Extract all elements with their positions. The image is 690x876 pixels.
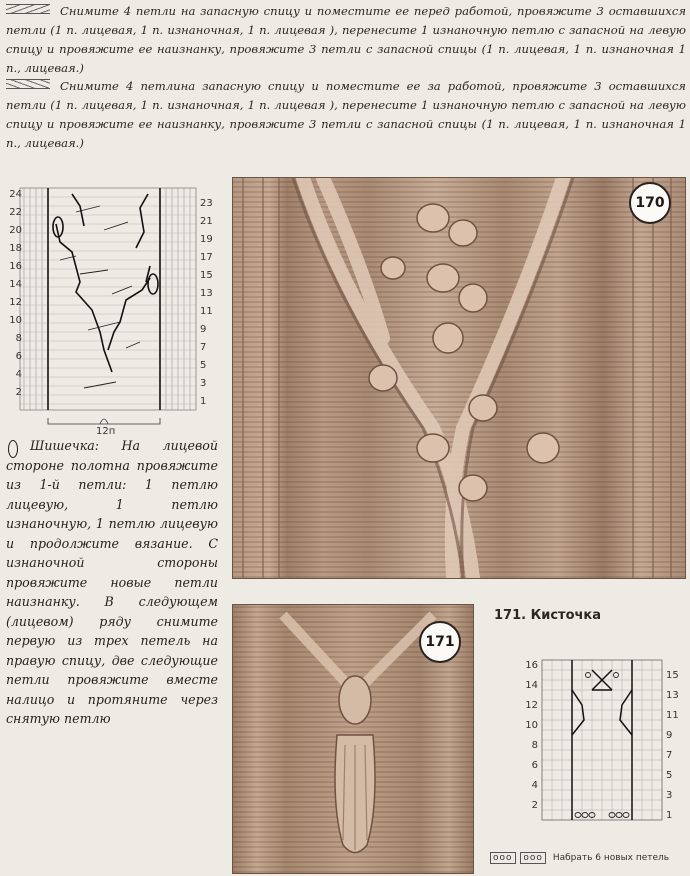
row-number: 19 bbox=[200, 234, 213, 245]
chart-170-grid bbox=[0, 182, 225, 442]
row-number: 10 bbox=[525, 720, 538, 731]
chart-171-right-row-numbers bbox=[666, 666, 688, 826]
row-number: 24 bbox=[9, 189, 22, 200]
row-number: 7 bbox=[200, 342, 207, 353]
row-number: 16 bbox=[525, 660, 538, 671]
row-number: 2 bbox=[15, 387, 22, 398]
row-number: 3 bbox=[200, 378, 207, 389]
row-number: 4 bbox=[531, 780, 538, 791]
instruction-text-2: Снимите 4 петлина запасную спицу и поместите ее за работой, провяжите 3 оставшихся петли (1 п. лицевая, 1 п. изнаночная, 1 п. лицевая ), перенесите 1 изнаночную петлю с запасной на левую спицу и провяжите ее наизнанку, провяжите 3 петли с запасной спицы (1 п. лицевая, 1 п. изнаночная 1 п., лицевая.) bbox=[6, 79, 686, 150]
chart-170 bbox=[0, 182, 225, 442]
row-number: 8 bbox=[531, 740, 538, 751]
row-number: 12 bbox=[525, 700, 538, 711]
pattern-171-title: 171. Кисточка bbox=[494, 608, 602, 623]
chart-171-legend bbox=[490, 852, 686, 864]
bobble-instructions bbox=[6, 436, 218, 729]
chart-170-right-row-numbers bbox=[200, 195, 220, 411]
row-number: 6 bbox=[15, 351, 22, 362]
chart-171-left-row-numbers bbox=[514, 656, 538, 816]
instruction-paragraph-1 bbox=[6, 2, 686, 78]
row-number: 13 bbox=[666, 690, 679, 701]
row-number: 1 bbox=[200, 396, 207, 407]
repeat-label: 12п bbox=[96, 426, 116, 437]
row-number: 3 bbox=[666, 790, 673, 801]
row-number: 1 bbox=[666, 810, 673, 821]
cast-on-symbol-icon-2: ooo bbox=[520, 852, 546, 864]
cable-pattern-170 bbox=[233, 178, 685, 578]
cast-on-symbol-icon: ooo bbox=[490, 852, 516, 864]
row-number: 13 bbox=[200, 288, 213, 299]
row-number: 9 bbox=[666, 730, 673, 741]
right-cross-symbol-icon bbox=[6, 79, 50, 89]
row-number: 21 bbox=[200, 216, 213, 227]
row-number: 5 bbox=[200, 360, 207, 371]
instruction-paragraph-2 bbox=[6, 77, 686, 153]
legend-text: Набрать 6 новых петель bbox=[552, 853, 670, 863]
pattern-number-badge-171: 171 bbox=[419, 621, 461, 663]
left-cross-symbol-icon bbox=[6, 4, 50, 14]
row-number: 5 bbox=[666, 770, 673, 781]
row-number: 14 bbox=[525, 680, 538, 691]
row-number: 6 bbox=[531, 760, 538, 771]
row-number: 15 bbox=[200, 270, 213, 281]
chart-171 bbox=[512, 650, 690, 840]
row-number: 23 bbox=[200, 198, 213, 209]
pattern-number-badge-170: 170 bbox=[629, 182, 671, 224]
bobble-text: Шишечка: На лицевой стороне полотна провяжите из 1-й петли: 1 петлю лицевую, 1 петлю изнаночную, 1 петлю лицевую и продолжите вязание. С изнаночной стороны провяжите новые петли наизнанку. В следующем (лицевом) ряду снимите первую из трех петель на правую спицу, две следующие петли провяжите вместе налицо и протяните через снятую петлю bbox=[6, 438, 218, 726]
row-number: 18 bbox=[9, 243, 22, 254]
instruction-text-1: Снимите 4 петли на запасную спицу и поместите ее перед работой, провяжите 3 оставшихся петли (1 п. лицевая, 1 п. изнаночная, 1 п. лицевая ), перенесите 1 изнаночную петлю с запасной на левую спицу и провяжите ее наизнанку, провяжите 3 петли с запасной спицы (1 п. лицевая, 1 п. изнаночная 1 п., лицевая.) bbox=[6, 4, 686, 75]
row-number: 10 bbox=[9, 315, 22, 326]
row-number: 16 bbox=[9, 261, 22, 272]
row-number: 12 bbox=[9, 297, 22, 308]
row-number: 8 bbox=[15, 333, 22, 344]
row-number: 11 bbox=[200, 306, 213, 317]
photo-171-tassel-sample bbox=[232, 604, 474, 874]
row-number: 20 bbox=[9, 225, 22, 236]
row-number: 2 bbox=[531, 800, 538, 811]
chart-171-grid bbox=[512, 650, 690, 840]
row-number: 15 bbox=[666, 670, 679, 681]
chart-170-left-row-numbers bbox=[6, 186, 22, 402]
row-number: 22 bbox=[9, 207, 22, 218]
row-number: 7 bbox=[666, 750, 673, 761]
row-number: 11 bbox=[666, 710, 679, 721]
row-number: 14 bbox=[9, 279, 22, 290]
bobble-symbol-icon bbox=[8, 440, 18, 458]
photo-170-knit-sample bbox=[232, 177, 686, 579]
row-number: 17 bbox=[200, 252, 213, 263]
row-number: 9 bbox=[200, 324, 207, 335]
row-number: 4 bbox=[15, 369, 22, 380]
